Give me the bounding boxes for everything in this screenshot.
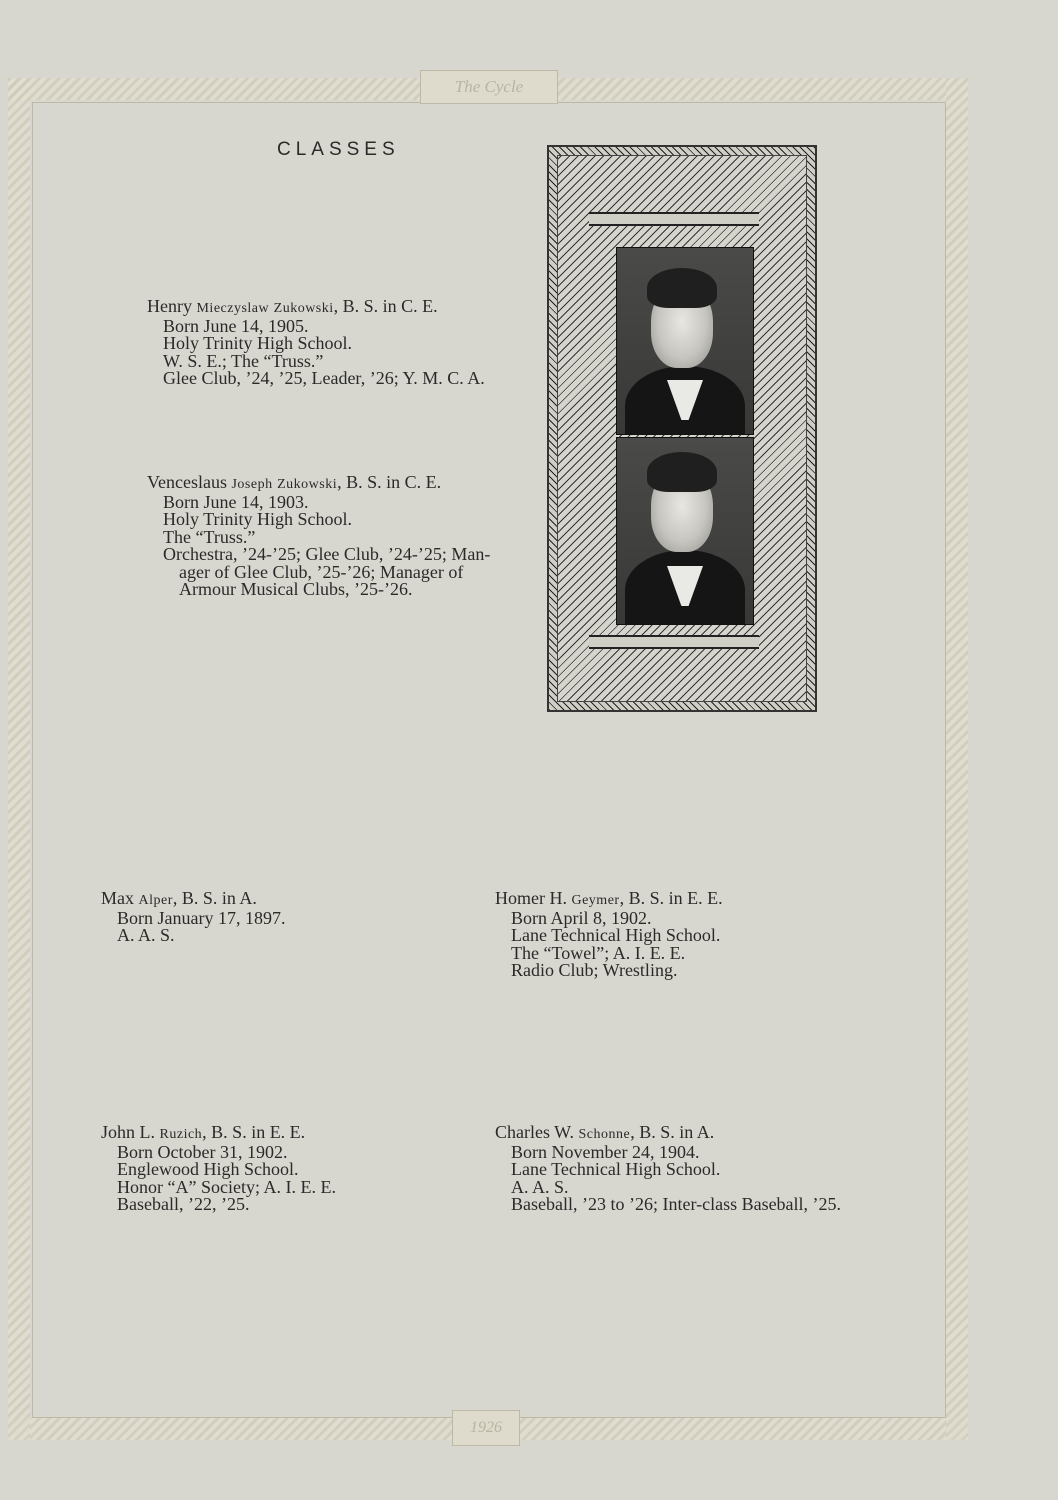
entry-line: Lane Technical High School. [511, 925, 721, 945]
entry-line: Born November 24, 1904. [511, 1141, 700, 1162]
entry-name: Henry Mieczyslaw Zukowski, B. S. in C. E. [147, 296, 438, 316]
entry-line: A. A. S. [511, 1176, 569, 1197]
entry-line: W. S. E.; The “Truss.” [163, 350, 324, 371]
entry-line: A. A. S. [117, 925, 175, 945]
entry-name: Venceslaus Joseph Zukowski, B. S. in C. E. [147, 472, 442, 492]
entry-line: Radio Club; Wrestling. [511, 960, 678, 980]
portrait-photo-2 [616, 437, 754, 625]
entry-line: Lane Technical High School. [511, 1159, 721, 1179]
entry-name: Charles W. Schonne, B. S. in A. [495, 1122, 715, 1142]
entry-line: Born January 17, 1897. [117, 907, 286, 928]
entry-line: Born June 14, 1903. [163, 491, 309, 512]
entry-line: Englewood High School. [117, 1159, 299, 1179]
entry-line: Glee Club, ’24, ’25, Leader, ’26; Y. M. C. A. [163, 368, 485, 388]
class-entry [101, 890, 285, 945]
class-entry [495, 1124, 841, 1214]
bottom-ornament [589, 635, 759, 649]
left-border-band [8, 78, 30, 1440]
class-entry [495, 890, 723, 980]
entry-line: The “Towel”; A. I. E. E. [511, 942, 686, 963]
entry-line: Baseball, ’22, ’25. [117, 1194, 250, 1214]
entry-name: John L. Ruzich, B. S. in E. E. [101, 1122, 306, 1142]
entry-line: Honor “A” Society; A. I. E. E. [117, 1176, 336, 1197]
entry-line: Orchestra, ’24-’25; Glee Club, ’24-’25; Man- [163, 544, 491, 564]
portrait-photo-1 [616, 247, 754, 435]
class-entry [147, 298, 485, 388]
footer-plaque [452, 1410, 520, 1446]
footer-plaque-text: 1926 [470, 1419, 502, 1436]
entry-line: Armour Musical Clubs, ’25-’26. [179, 579, 413, 599]
right-border-band [946, 78, 968, 1440]
header-plaque [420, 70, 558, 104]
entry-line: The “Truss.” [163, 526, 256, 547]
entry-line: Born October 31, 1902. [117, 1141, 288, 1162]
top-ornament [589, 212, 759, 226]
entry-line: Baseball, ’23 to ’26; Inter-class Baseball, ’25. [511, 1194, 842, 1214]
class-entry [147, 474, 490, 599]
entry-name: Max Alper, B. S. in A. [101, 888, 257, 908]
entry-name: Homer H. Geymer, B. S. in E. E. [495, 888, 723, 908]
entry-line: Holy Trinity High School. [163, 333, 353, 353]
entry-line: Born April 8, 1902. [511, 907, 652, 928]
entry-line: Born June 14, 1905. [163, 315, 309, 336]
entry-line: ager of Glee Club, ’25-’26; Manager of [179, 561, 464, 582]
entry-line: Holy Trinity High School. [163, 509, 353, 529]
page-title: CLASSES [277, 139, 400, 160]
class-entry [101, 1124, 336, 1214]
portrait-panel [547, 145, 817, 712]
header-plaque-text: The Cycle [454, 77, 524, 96]
